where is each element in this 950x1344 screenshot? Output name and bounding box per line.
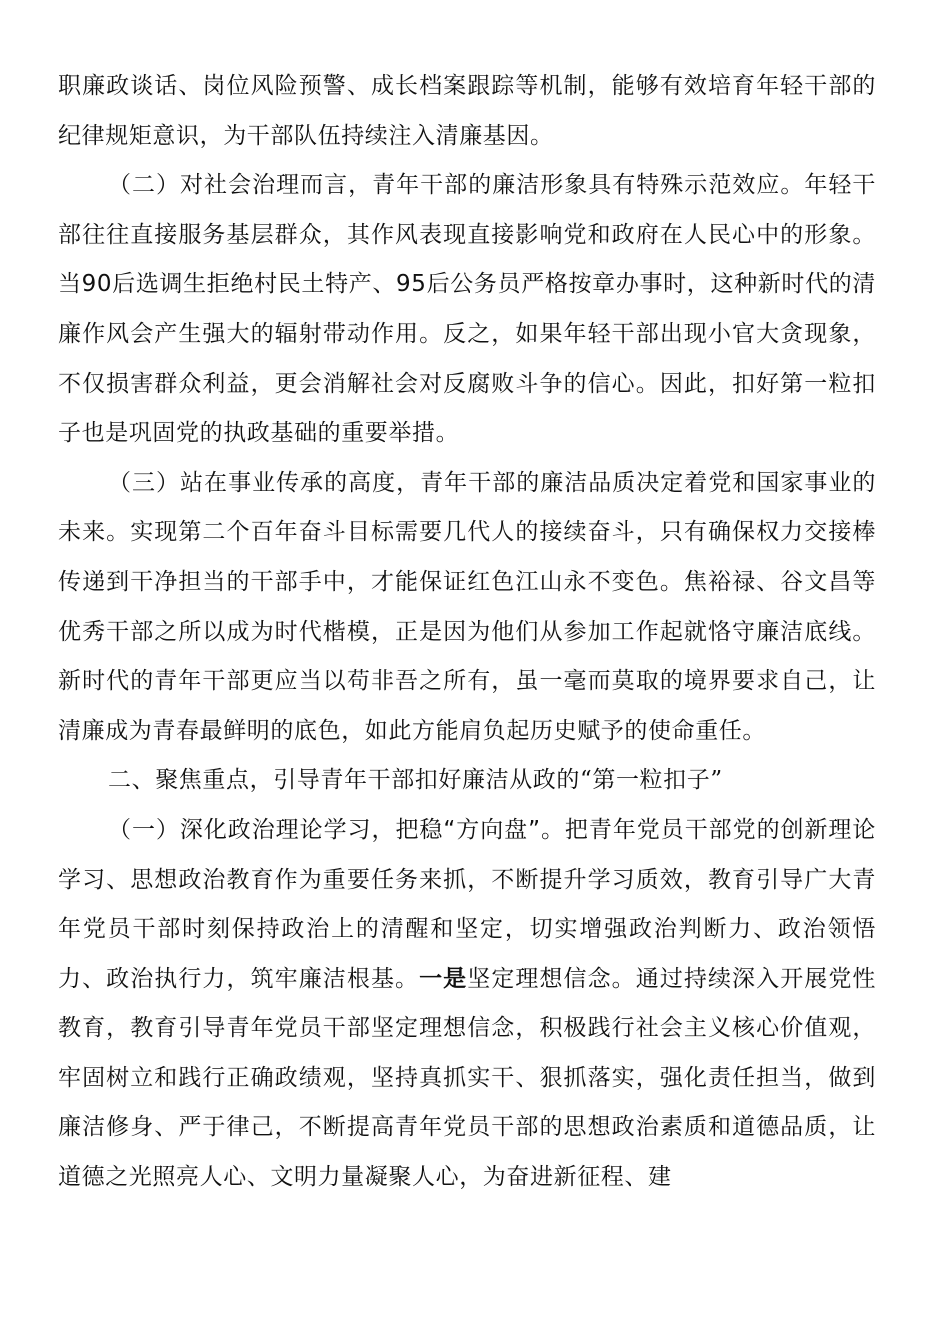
paragraph-continuation: 职廉政谈话、岗位风险预警、成长档案跟踪等机制，能够有效培育年轻干部的纪律规矩意识，为干部队伍持续注入清廉基因。	[58, 73, 876, 149]
emphasis-first-point: 一是	[419, 965, 468, 992]
document-page	[58, 62, 876, 1203]
section-heading-two: 二、聚焦重点，引导青年干部扣好廉洁从政的“第一粒扣子”	[108, 767, 723, 794]
paragraph-political-study-body: 坚定理想信念。通过持续深入开展党性教育，教育引导青年党员干部坚定理想信念，积极践行社会主义核心价值观，牢固树立和践行正确政绩观，坚持真抓实干、狠抓落实，强化责任担当，做到廉洁修身、严于律己，不断提高青年党员干部的思想政治素质和道德品质，让道德之光照亮人心、文明力量凝聚人心，为奋进新征程、建	[58, 965, 877, 1191]
paragraph-career-inheritance: （三）站在事业传承的高度，青年干部的廉洁品质决定着党和国家事业的未来。实现第二个百年奋斗目标需要几代人的接续奋斗，只有确保权力交接棒传递到干净担当的干部手中，才能保证红色江山永不变色。焦裕禄、谷文昌等优秀干部之所以成为时代楷模，正是因为他们从参加工作起就恪守廉洁底线。新时代的青年干部更应当以苟非吾之所有，虽一毫而莫取的境界要求自己，让清廉成为青春最鲜明的底色，如此方能肩负起历史赋予的使命重任。	[58, 469, 876, 744]
paragraph-political-study-intro: （一）深化政治理论学习，把稳“方向盘”。把青年党员干部党的创新理论学习、思想政治教育作为重要任务来抓，不断提升学习质效，教育引导广大青年党员干部时刻保持政治上的清醒和坚定，切实增强政治判断力、政治领悟力、政治执行力，筑牢廉洁根基。	[58, 816, 876, 992]
paragraph-political-study	[58, 806, 876, 1203]
paragraph-social-governance: （二）对社会治理而言，青年干部的廉洁形象具有特殊示范效应。年轻干部往往直接服务基层群众，其作风表现直接影响党和政府在人民心中的形象。当90后选调生拒绝村民土特产、95后公务员严格按章办事时，这种新时代的清廉作风会产生强大的辐射带动作用。反之，如果年轻干部出现小官大贪现象，不仅损害群众利益，更会消解社会对反腐败斗争的信心。因此，扣好第一粒扣子也是巩固党的执政基础的重要举措。	[58, 172, 876, 447]
